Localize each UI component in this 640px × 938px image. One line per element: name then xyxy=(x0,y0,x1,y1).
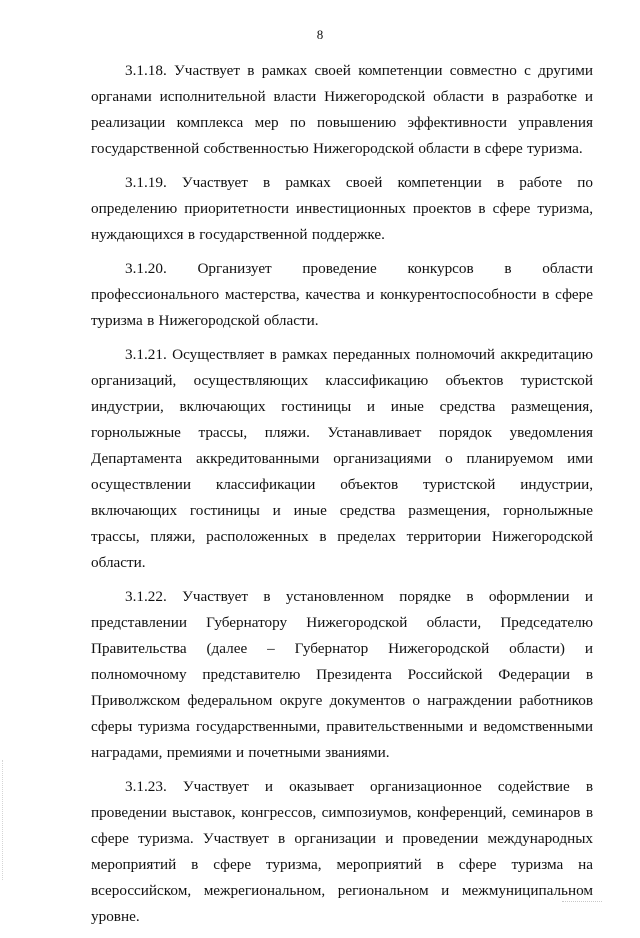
paragraph-3-1-18: 3.1.18. Участвует в рамках своей компетенции совместно с другими органами исполнительной власти Нижегородской области в разработке и реализации комплекса мер по повышению эффективности управления государственной собственностью Нижегородской области в сфере туризма. xyxy=(91,62,593,157)
paragraph-3-1-22: 3.1.22. Участвует в установленном порядке в оформлении и представлении Губернатору Нижегородской области, Председателю Правительства (далее – Губернатор Нижегородской области) и полномочному представителю Президента Российской Федерации в Приволжском федеральном округе документов о награждении работников сферы туризма государственными, правительственными и ведомственными наградами, премиями и почетными званиями. xyxy=(91,588,593,761)
scan-corner-artifact xyxy=(562,897,602,902)
paragraph-3-1-20: 3.1.20. Организует проведение конкурсов в области профессионального мастерства, качества и конкурентоспособности в сфере туризма в Нижегородской области. xyxy=(91,260,593,329)
scan-edge-artifact xyxy=(2,760,4,880)
page-number: 8 xyxy=(316,27,324,42)
paragraph-3-1-19: 3.1.19. Участвует в рамках своей компетенции в работе по определению приоритетности инвестиционных проектов в сфере туризма, нуждающихся в государственной поддержке. xyxy=(91,174,593,243)
paragraph-3-1-21: 3.1.21. Осуществляет в рамках переданных полномочий аккредитацию организаций, осуществляющих классификацию объектов туристской индустрии, включающих гостиницы и иные средства размещения, горнолыжные трассы, пляжи. Устанавливает порядок уведомления Департамента аккредитованными организациями о планируемом ими осуществлении классификации объектов туристской индустрии, включающих гостиницы и иные средства размещения, горнолыжные трассы, пляжи, расположенных в пределах территории Нижегородской области. xyxy=(91,346,593,571)
paragraph-3-1-23: 3.1.23. Участвует и оказывает организационное содействие в проведении выставок, конгрессов, симпозиумов, конференций, семинаров в сфере туризма. Участвует в организации и проведении международных мероприятий в сфере туризма, мероприятий в сфере туризма на всероссийском, межрегиональном, региональном и межмуниципальном уровне. xyxy=(91,778,593,925)
document-body xyxy=(91,58,593,938)
